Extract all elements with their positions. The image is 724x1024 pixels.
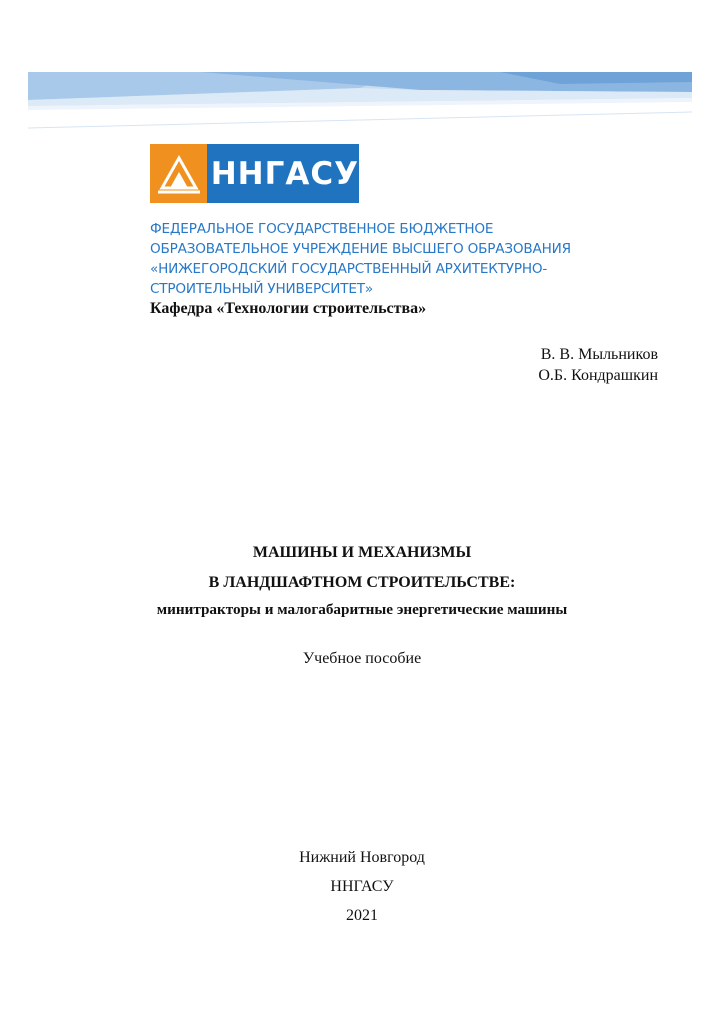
pyramid-logo-icon — [150, 144, 207, 203]
logo-wordmark: ННГАСУ — [207, 144, 359, 203]
imprint-year: 2021 — [346, 907, 378, 924]
subtitle: минитракторы и малогабаритные энергетические машины — [156, 601, 568, 618]
institution-line: ФЕДЕРАЛЬНОЕ ГОСУДАРСТВЕННОЕ БЮДЖЕТНОЕ — [150, 221, 494, 237]
imprint-publisher: ННГАСУ — [330, 878, 394, 895]
institution-block — [150, 219, 620, 319]
department-name: Кафедра «Технологии строительства» — [150, 300, 427, 317]
authors-block — [538, 344, 658, 386]
institution-line: ОБРАЗОВАТЕЛЬНОЕ УЧРЕЖДЕНИЕ ВЫСШЕГО ОБРАЗОВАНИЯ — [150, 241, 571, 257]
author-name: В. В. Мыльников — [540, 346, 658, 363]
header-banner — [0, 0, 724, 140]
imprint-block — [0, 843, 724, 930]
document-type: Учебное пособие — [302, 650, 422, 667]
title-line-1: МАШИНЫ И МЕХАНИЗМЫ — [252, 544, 472, 561]
title-block — [0, 538, 724, 622]
institution-line: «НИЖЕГОРОДСКИЙ ГОСУДАРСТВЕННЫЙ АРХИТЕКТУРНО- — [150, 261, 548, 277]
university-logo — [150, 144, 359, 203]
imprint-city: Нижний Новгород — [299, 849, 425, 866]
institution-line: СТРОИТЕЛЬНЫЙ УНИВЕРСИТЕТ» — [150, 281, 373, 297]
author-name: О.Б. Кондрашкин — [538, 367, 658, 384]
title-line-2: В ЛАНДШАФТНОМ СТРОИТЕЛЬСТВЕ: — [208, 574, 516, 591]
